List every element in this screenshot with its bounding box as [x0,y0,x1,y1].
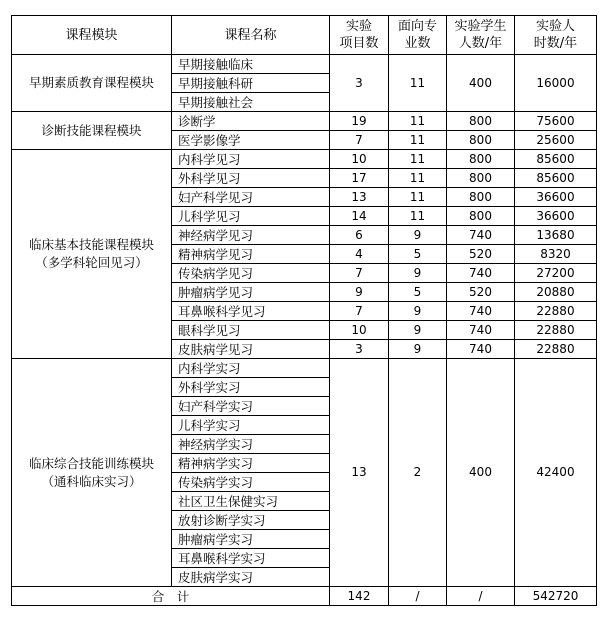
exp-items-cell: 19 [330,112,389,131]
students-cell: 520 [447,245,515,264]
header-hours: 实验人 时数/年 [515,16,597,55]
hours-cell: 25600 [515,131,597,150]
course-cell: 精神病学实习 [172,454,330,473]
hours-cell: 22880 [515,321,597,340]
total-row [12,587,597,606]
course-cell: 儿科学实习 [172,416,330,435]
majors-cell: 9 [389,264,447,283]
students-cell: 800 [447,150,515,169]
course-cell: 肿瘤病学实习 [172,530,330,549]
majors-cell: 2 [389,359,447,587]
majors-cell: 11 [389,131,447,150]
exp-items-cell: 6 [330,226,389,245]
exp-items-cell: 10 [330,321,389,340]
total-exp-items: 142 [330,587,389,606]
course-cell: 耳鼻喉科学见习 [172,302,330,321]
majors-cell: 9 [389,302,447,321]
hours-cell: 13680 [515,226,597,245]
hours-cell: 42400 [515,359,597,587]
header-exp-items: 实验 项目数 [330,16,389,55]
table-row [12,112,597,131]
students-cell: 400 [447,55,515,112]
table-row [12,359,597,378]
course-cell: 早期接触临床 [172,55,330,74]
experiment-course-table [11,15,597,606]
students-cell: 740 [447,264,515,283]
course-cell: 神经病学见习 [172,226,330,245]
course-cell: 耳鼻喉科学实习 [172,549,330,568]
module-cell: 临床基本技能课程模块 （多学科轮回见习） [12,150,172,359]
total-label: 合 计 [12,587,330,606]
course-cell: 早期接触社会 [172,93,330,112]
course-cell: 诊断学 [172,112,330,131]
exp-items-cell: 17 [330,169,389,188]
table-row [12,55,597,74]
majors-cell: 9 [389,340,447,359]
course-cell: 传染病学实习 [172,473,330,492]
hours-cell: 20880 [515,283,597,302]
majors-cell: 11 [389,207,447,226]
course-cell: 妇产科学实习 [172,397,330,416]
course-cell: 儿科学见习 [172,207,330,226]
students-cell: 740 [447,302,515,321]
module-cell: 诊断技能课程模块 [12,112,172,150]
header-majors: 面向专 业数 [389,16,447,55]
total-students: / [447,587,515,606]
students-cell: 800 [447,169,515,188]
course-cell: 医学影像学 [172,131,330,150]
students-cell: 740 [447,340,515,359]
students-cell: 800 [447,112,515,131]
majors-cell: 11 [389,188,447,207]
header-students: 实验学生 人数/年 [447,16,515,55]
course-cell: 传染病学见习 [172,264,330,283]
exp-items-cell: 4 [330,245,389,264]
course-cell: 放射诊断学实习 [172,511,330,530]
hours-cell: 36600 [515,188,597,207]
module-cell: 早期素质教育课程模块 [12,55,172,112]
exp-items-cell: 7 [330,264,389,283]
exp-items-cell: 7 [330,131,389,150]
course-cell: 精神病学见习 [172,245,330,264]
course-cell: 内科学实习 [172,359,330,378]
course-cell: 肿瘤病学见习 [172,283,330,302]
header-module: 课程模块 [12,16,172,55]
exp-items-cell: 7 [330,302,389,321]
majors-cell: 5 [389,283,447,302]
header-course-name: 课程名称 [172,16,330,55]
hours-cell: 36600 [515,207,597,226]
hours-cell: 16000 [515,55,597,112]
course-cell: 外科学见习 [172,169,330,188]
course-cell: 皮肤病学实习 [172,568,330,587]
students-cell: 740 [447,226,515,245]
course-cell: 社区卫生保健实习 [172,492,330,511]
course-cell: 早期接触科研 [172,74,330,93]
course-cell: 妇产科学见习 [172,188,330,207]
exp-items-cell: 13 [330,188,389,207]
header-row [12,16,597,55]
course-cell: 外科学实习 [172,378,330,397]
majors-cell: 9 [389,226,447,245]
hours-cell: 22880 [515,340,597,359]
majors-cell: 5 [389,245,447,264]
course-cell: 神经病学实习 [172,435,330,454]
students-cell: 800 [447,131,515,150]
majors-cell: 11 [389,150,447,169]
majors-cell: 11 [389,112,447,131]
module-cell: 临床综合技能训练模块 （通科临床实习） [12,359,172,587]
total-majors: / [389,587,447,606]
students-cell: 740 [447,321,515,340]
hours-cell: 85600 [515,150,597,169]
exp-items-cell: 13 [330,359,389,587]
students-cell: 400 [447,359,515,587]
majors-cell: 11 [389,169,447,188]
course-cell: 内科学见习 [172,150,330,169]
hours-cell: 75600 [515,112,597,131]
exp-items-cell: 9 [330,283,389,302]
exp-items-cell: 3 [330,340,389,359]
students-cell: 800 [447,207,515,226]
hours-cell: 85600 [515,169,597,188]
hours-cell: 8320 [515,245,597,264]
exp-items-cell: 14 [330,207,389,226]
total-hours: 542720 [515,587,597,606]
students-cell: 800 [447,188,515,207]
table-row [12,150,597,169]
hours-cell: 27200 [515,264,597,283]
course-cell: 眼科学见习 [172,321,330,340]
exp-items-cell: 3 [330,55,389,112]
hours-cell: 22880 [515,302,597,321]
exp-items-cell: 10 [330,150,389,169]
majors-cell: 9 [389,321,447,340]
students-cell: 520 [447,283,515,302]
course-cell: 皮肤病学见习 [172,340,330,359]
majors-cell: 11 [389,55,447,112]
